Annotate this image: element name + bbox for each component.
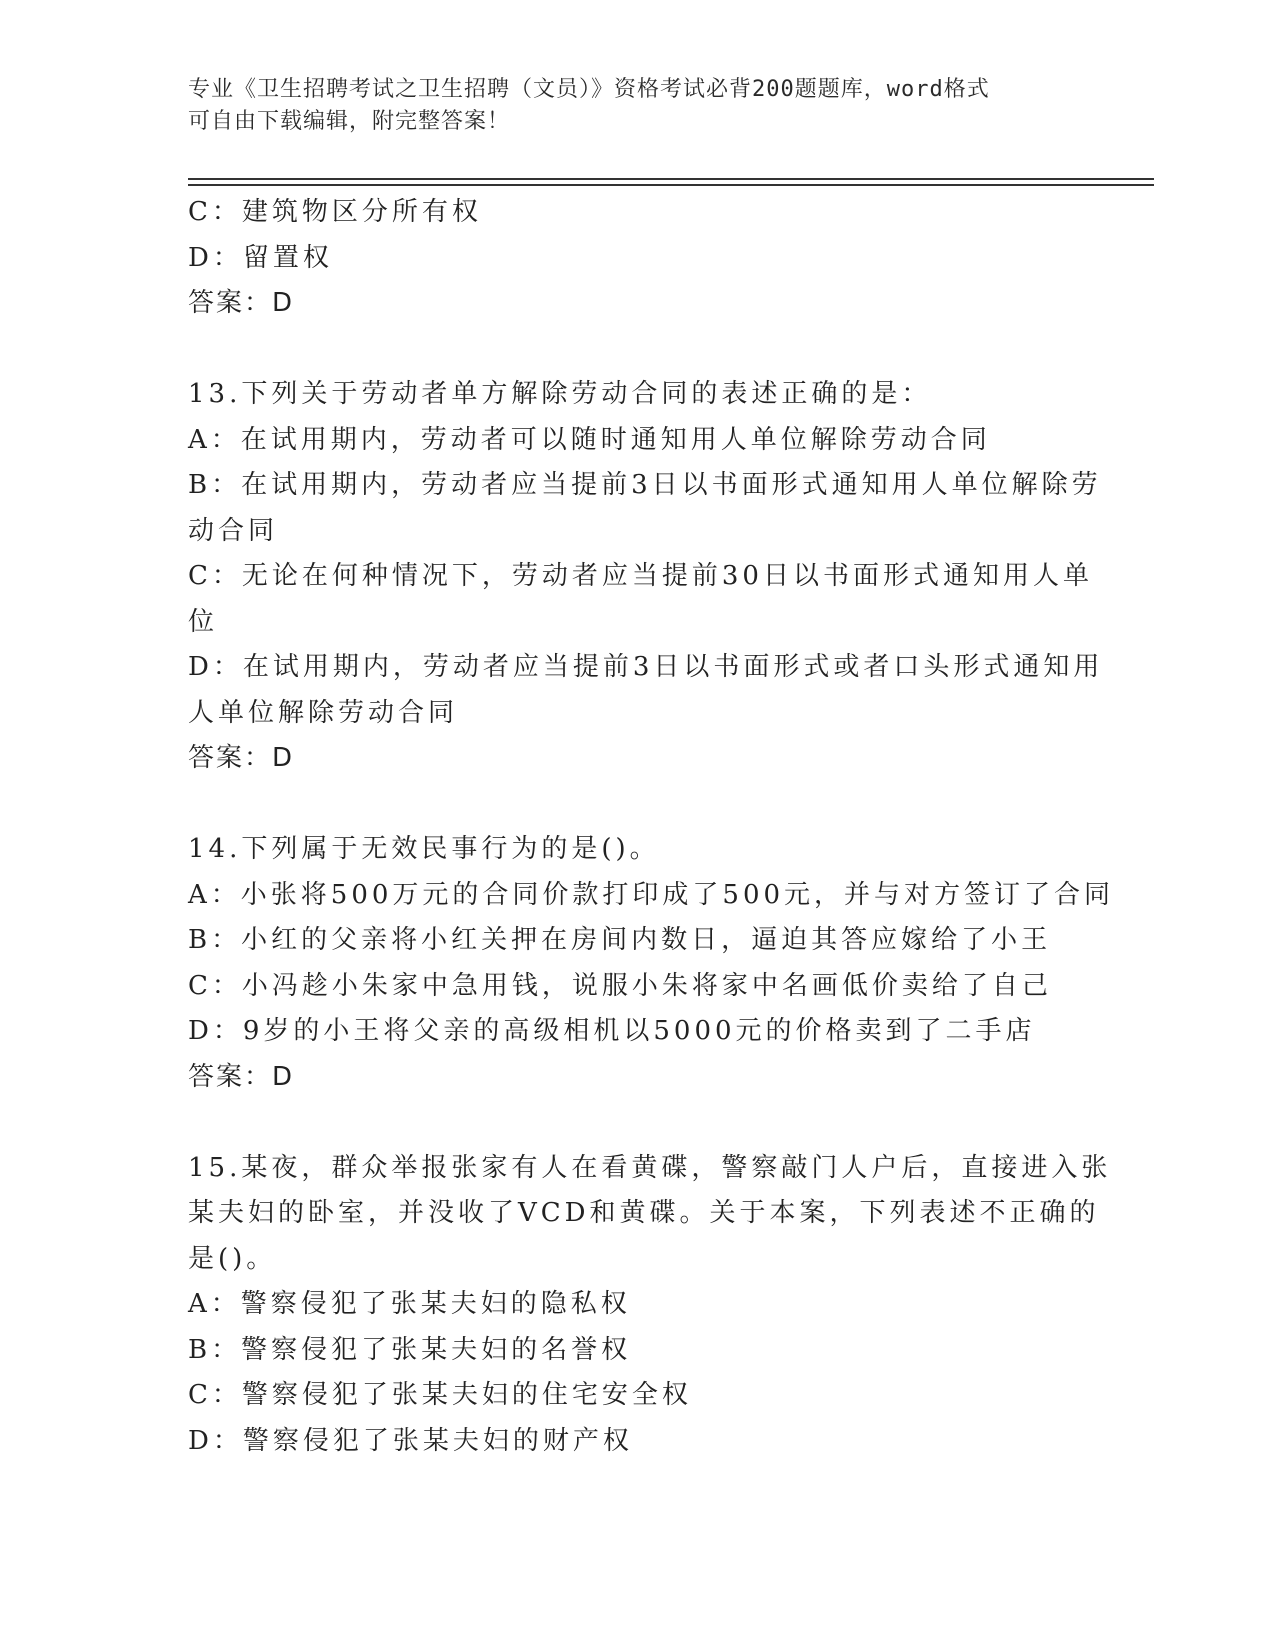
option-b: B：小红的父亲将小红关押在房间内数日，逼迫其答应嫁给了小王 (188, 925, 1052, 955)
option-c-line-1: C：无论在何种情况下，劳动者应当提前30日以书面形式通知用人单 (188, 561, 1093, 591)
option-d-line-2: 人单位解除劳动合同 (188, 697, 459, 728)
answer: 答案：D (188, 743, 295, 773)
answer: 答案：D (188, 288, 295, 318)
option-d-line-1: D：在试用期内，劳动者应当提前3日以书面形式或者口头形式通知用 (188, 652, 1104, 682)
option-c-line-2: 位 (188, 606, 219, 637)
header-title-line-2: 可自由下载编辑，附完整答案！ (188, 109, 511, 134)
option-a: A：在试用期内，劳动者可以随时通知用人单位解除劳动合同 (188, 424, 991, 455)
spacer (188, 782, 1088, 828)
option-d: D：警察侵犯了张某夫妇的财产权 (188, 1425, 633, 1456)
option-d: D：9岁的小王将父亲的高级相机以5000元的价格卖到了二手店 (188, 1016, 1036, 1046)
spacer (188, 327, 1088, 373)
document-header (188, 74, 1068, 138)
header-divider-top (188, 178, 1154, 180)
option-c: C：小冯趁小朱家中急用钱，说服小朱将家中名画低价卖给了自己 (188, 970, 1052, 1001)
option-d: D：留置权 (188, 242, 333, 273)
question-stem-line-3: 是()。 (188, 1243, 277, 1274)
answer: 答案：D (188, 1061, 295, 1092)
question-stem: 14.下列属于无效民事行为的是()。 (188, 834, 660, 864)
option-b: B：警察侵犯了张某夫妇的名誉权 (188, 1334, 632, 1365)
header-divider-bottom (188, 184, 1154, 186)
question-15 (188, 1146, 1112, 1465)
question-14 (188, 827, 1115, 1100)
option-b-line-2: 动合同 (188, 515, 279, 546)
header-title-line-1: 专业《卫生招聘考试之卫生招聘（文员）》资格考试必背200题题库，word格式 (188, 77, 990, 102)
option-b-line-1: B：在试用期内，劳动者应当提前3日以书面形式通知用人单位解除劳 (188, 470, 1102, 500)
document-body (188, 190, 1115, 1464)
option-a: A：小张将500万元的合同价款打印成了500元，并与对方签订了合同 (188, 879, 1115, 910)
option-a: A：警察侵犯了张某夫妇的隐私权 (188, 1289, 631, 1319)
question-12-tail (188, 190, 1088, 327)
option-c: C：警察侵犯了张某夫妇的住宅安全权 (188, 1380, 692, 1410)
question-stem-line-1: 15.某夜，群众举报张家有人在看黄碟，警察敲门人户后，直接进入张 (188, 1152, 1112, 1183)
option-c: C：建筑物区分所有权 (188, 197, 482, 227)
spacer (188, 1100, 1088, 1146)
question-stem: 13.下列关于劳动者单方解除劳动合同的表述正确的是： (188, 379, 932, 409)
question-stem-line-2: 某夫妇的卧室，并没收了VCD和黄碟。关于本案，下列表述不正确的 (188, 1198, 1100, 1228)
question-13 (188, 372, 1104, 782)
